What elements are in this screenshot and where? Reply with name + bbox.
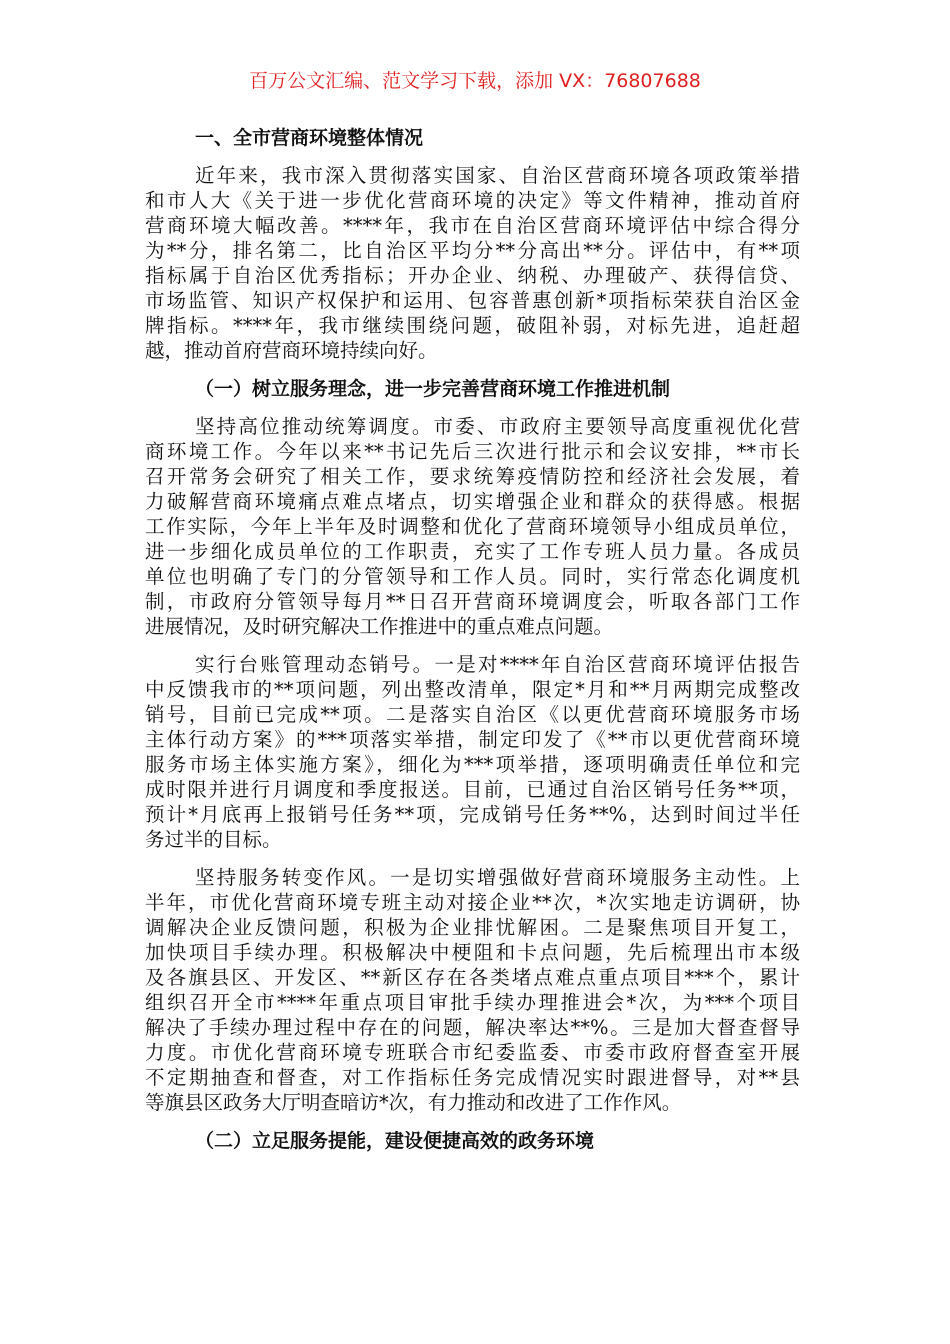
text-line: 成时限并进行月调度和季度报送。目前，已通过自治区销号任务**项， bbox=[145, 778, 800, 801]
document-body bbox=[145, 125, 800, 1166]
text-line: 坚持服务转变作风。一是切实增强做好营商环境服务主动性。上 bbox=[195, 866, 800, 889]
text-line: 制，市政府分管领导每月**日召开营商环境调度会，听取各部门工作 bbox=[145, 590, 800, 613]
text-line: 力破解营商环境痛点难点堵点，切实增强企业和群众的获得感。根据 bbox=[145, 490, 800, 513]
text-line: 不定期抽查和督查，对工作指标任务完成情况实时跟进督导，对**县 bbox=[145, 1066, 800, 1089]
text-line: 预计*月底再上报销号任务**项，完成销号任务**%，达到时间过半任 bbox=[145, 803, 800, 826]
text-line: 及各旗县区、开发区、**新区存在各类堵点难点重点项目***个，累计 bbox=[145, 966, 800, 989]
section-heading: 一、全市营商环境整体情况 bbox=[195, 127, 424, 149]
text-line: 指标属于自治区优秀指标；开办企业、纳税、办理破产、获得信贷、 bbox=[145, 264, 800, 287]
text-line: 营商环境大幅改善。****年，我市在自治区营商环境评估中综合得分 bbox=[145, 214, 800, 237]
text-line: 为**分，排名第二，比自治区平均分**分高出**分。评估中，有**项 bbox=[145, 239, 800, 262]
section-heading: （二）立足服务提能，建设便捷高效的政务环境 bbox=[195, 1130, 595, 1152]
watermark-banner: 百万公文汇编、范文学习下载，添加 VX：76807688 bbox=[249, 70, 701, 92]
text-line: 单位也明确了专门的分管领导和工作人员。同时，实行常态化调度机 bbox=[145, 565, 800, 588]
text-line: 主体行动方案》的***项落实举措，制定印发了《**市以更优营商环境 bbox=[145, 728, 800, 751]
text-line: 越，推动首府营商环境持续向好。 bbox=[145, 339, 438, 362]
text-line: 销号，目前已完成**项。二是落实自治区《以更优营商环境服务市场 bbox=[145, 703, 800, 726]
text-line: 力度。市优化营商环境专班联合市纪委监委、市委市政府督查室开展 bbox=[145, 1041, 800, 1064]
text-line: 中反馈我市的**项问题，列出整改清单，限定*月和**月两期完成整改 bbox=[145, 678, 800, 701]
text-line: 半年，市优化营商环境专班主动对接企业**次，*次实地走访调研，协 bbox=[145, 891, 800, 914]
text-line: 务过半的目标。 bbox=[145, 828, 282, 851]
text-line: 进一步细化成员单位的工作职责，充实了工作专班人员力量。各成员 bbox=[145, 540, 800, 563]
text-line: 服务市场主体实施方案》，细化为***项举措，逐项明确责任单位和完 bbox=[145, 753, 800, 776]
text-line: 坚持高位推动统筹调度。市委、市政府主要领导高度重视优化营 bbox=[195, 415, 800, 438]
paragraph bbox=[145, 163, 800, 363]
text-line: 工作实际，今年上半年及时调整和优化了营商环境领导小组成员单位， bbox=[145, 515, 800, 538]
text-line: 市场监管、知识产权保护和运用、包容普惠创新*项指标荣获自治区金 bbox=[145, 289, 800, 312]
text-line: 牌指标。****年，我市继续围绕问题，破阻补弱，对标先进，追赶超 bbox=[145, 314, 800, 337]
text-line: 调解决企业反馈问题，积极为企业排忧解困。二是聚焦项目开复工， bbox=[145, 916, 800, 939]
paragraph bbox=[145, 652, 800, 852]
section-heading: （一）树立服务理念，进一步完善营商环境工作推进机制 bbox=[195, 378, 671, 400]
text-line: 近年来，我市深入贯彻落实国家、自治区营商环境各项政策举措 bbox=[195, 164, 800, 187]
text-line: 召开常务会研究了相关工作，要求统筹疫情防控和经济社会发展，着 bbox=[145, 465, 800, 488]
paragraph bbox=[145, 414, 800, 639]
text-line: 组织召开全市****年重点项目审批手续办理推进会*次，为***个项目 bbox=[145, 991, 800, 1014]
text-line: 等旗县区政务大厅明查暗访*次，有力推动和改进了工作作风。 bbox=[145, 1091, 682, 1114]
paragraph bbox=[145, 865, 800, 1115]
text-line: 实行台账管理动态销号。一是对****年自治区营商环境评估报告 bbox=[195, 653, 800, 676]
text-line: 和市人大《关于进一步优化营商环境的决定》等文件精神，推动首府 bbox=[145, 189, 800, 212]
text-line: 进展情况，及时研究解决工作推进中的重点难点问题。 bbox=[145, 615, 614, 638]
text-line: 加快项目手续办理。积极解决中梗阻和卡点问题，先后梳理出市本级 bbox=[145, 941, 800, 964]
text-line: 商环境工作。今年以来**书记先后三次进行批示和会议安排，**市长 bbox=[145, 440, 800, 463]
text-line: 解决了手续办理过程中存在的问题，解决率达**%。三是加大督查督导 bbox=[145, 1016, 800, 1039]
